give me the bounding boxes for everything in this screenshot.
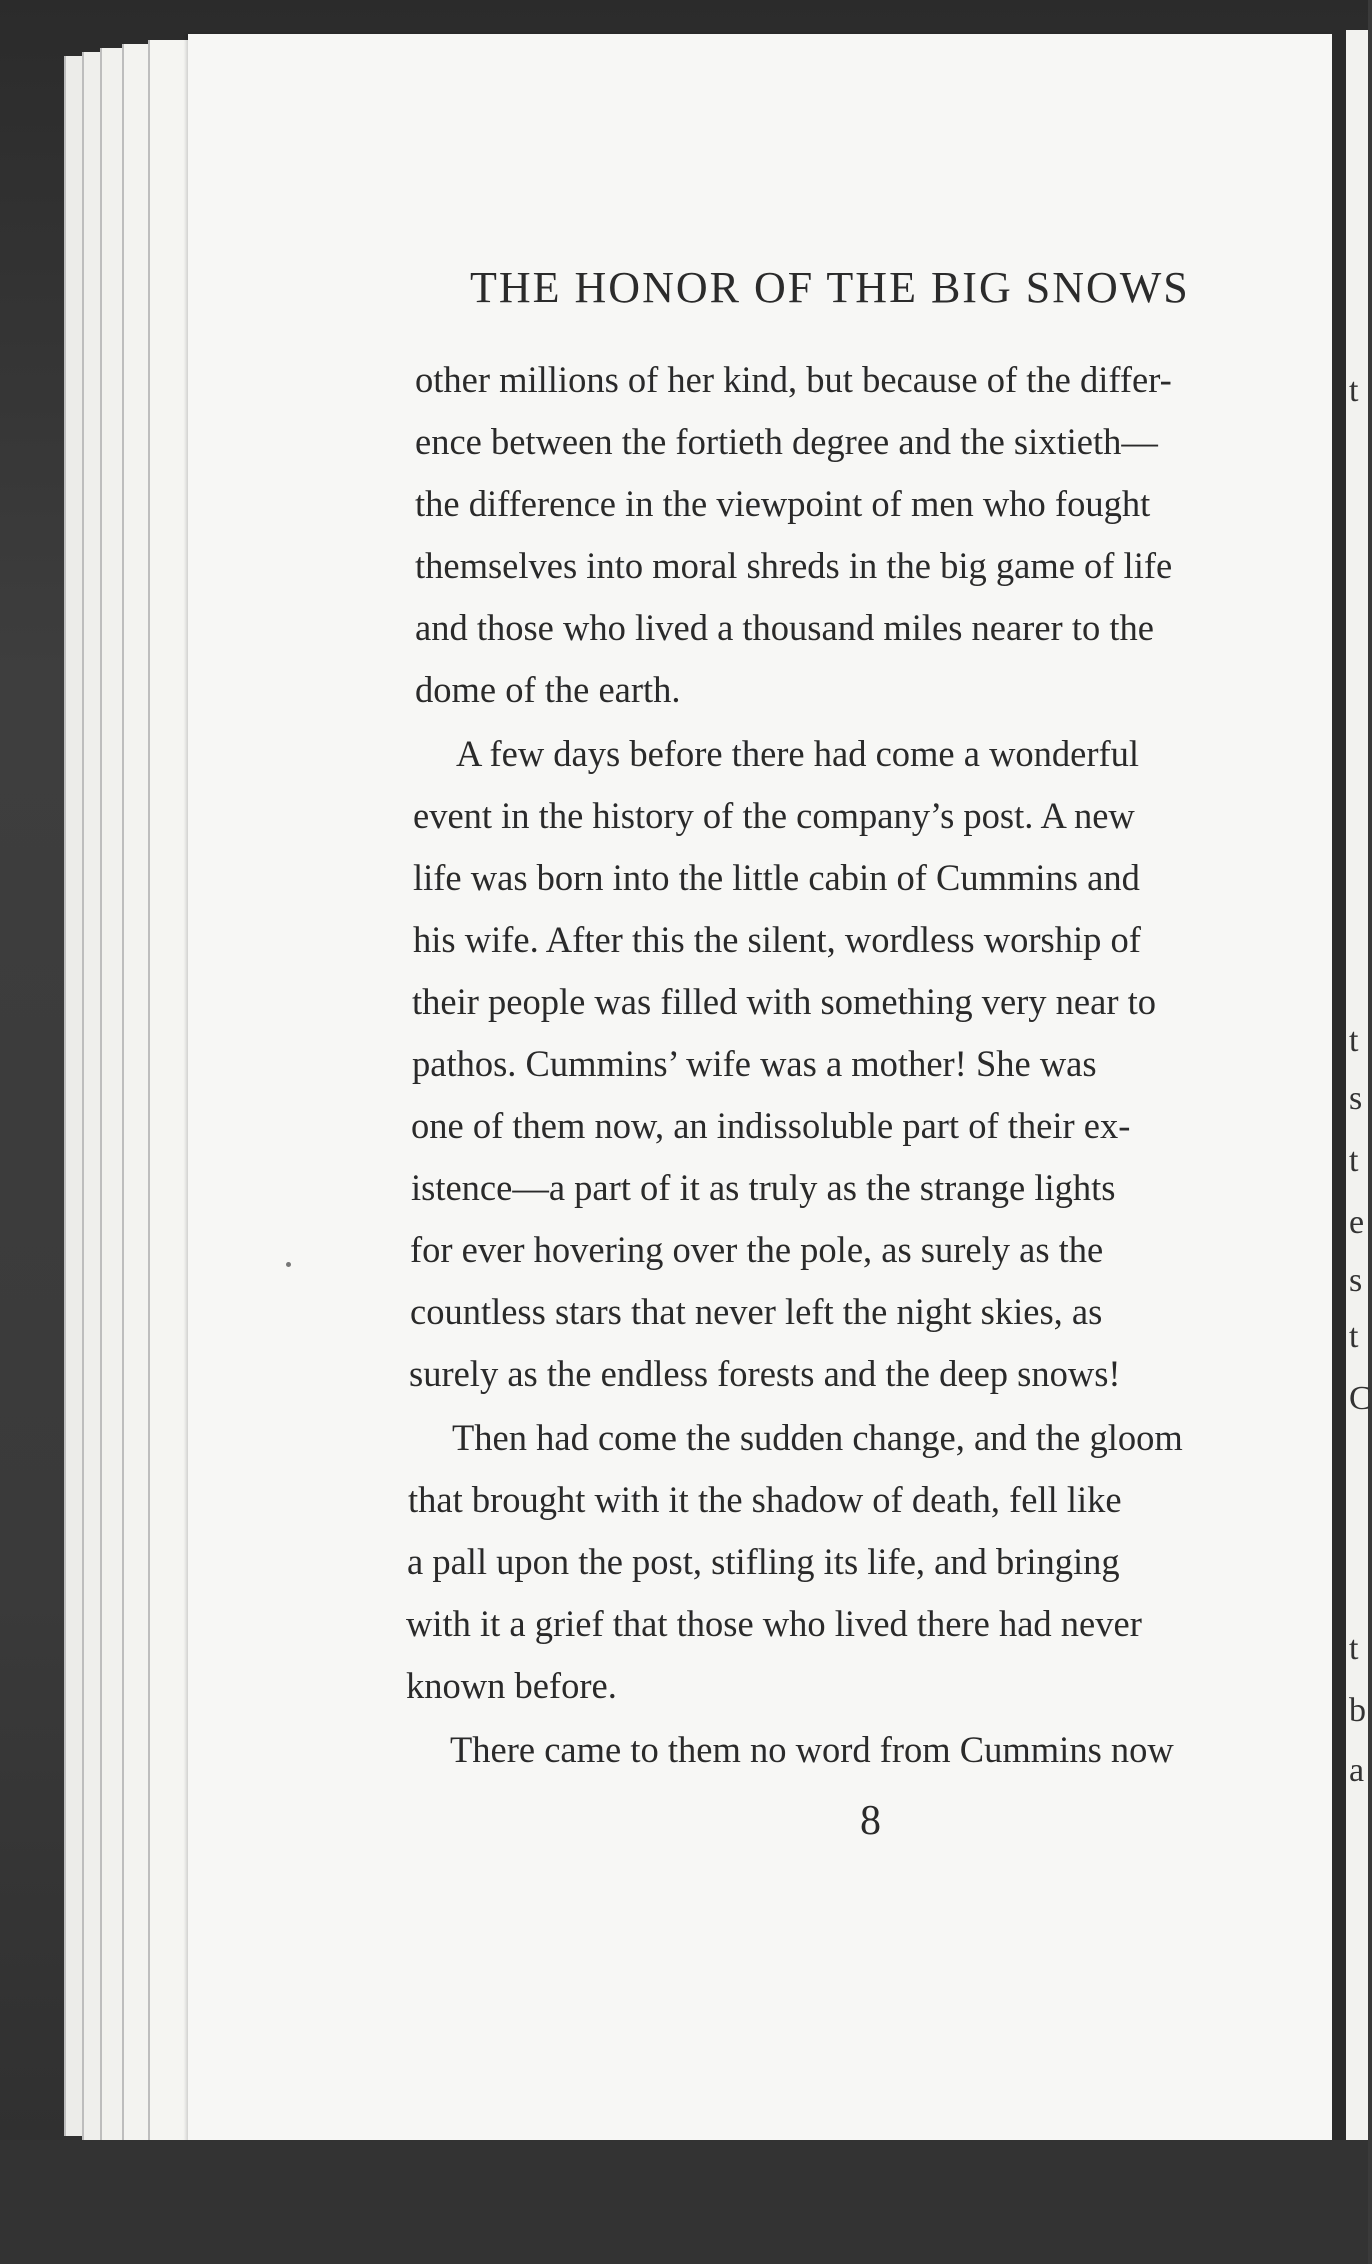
text-line: a pall upon the post, stifling its life, and bringing	[407, 1541, 1120, 1582]
text-line: his wife. After this the silent, wordless worship of	[413, 919, 1141, 960]
text-line: life was born into the little cabin of Cummins and	[413, 857, 1140, 898]
text-line: event in the history of the company’s post. A new	[413, 795, 1135, 836]
facing-page-letter: e	[1349, 1204, 1365, 1241]
scan-speck	[286, 1262, 291, 1267]
text-line: There came to them no word from Cummins now	[450, 1729, 1174, 1770]
text-line: other millions of her kind, but because of the differ-	[415, 359, 1172, 400]
text-line: istence—a part of it as truly as the strange lights	[411, 1167, 1116, 1208]
facing-page-letter: a	[1349, 1752, 1365, 1789]
text-line: themselves into moral shreds in the big game of life	[415, 545, 1173, 586]
book-page	[188, 34, 1336, 2146]
text-line: with it a grief that those who lived there had never	[406, 1603, 1142, 1644]
text-line: countless stars that never left the night skies, as	[410, 1291, 1103, 1332]
text-line: one of them now, an indissoluble part of their ex-	[411, 1105, 1131, 1146]
facing-page-letter: t	[1349, 1318, 1359, 1355]
facing-page-letter: s	[1349, 1262, 1363, 1299]
facing-page-letter: t	[1349, 1022, 1359, 1059]
text-line: Then had come the sudden change, and the gloom	[452, 1417, 1183, 1458]
facing-page-letter: t	[1349, 372, 1359, 409]
text-line: A few days before there had come a wonderful	[456, 733, 1140, 774]
facing-page-letter: C	[1349, 1380, 1372, 1417]
text-line: and those who lived a thousand miles nearer to the	[415, 607, 1154, 648]
facing-page-letter: b	[1349, 1692, 1366, 1729]
text-line: the difference in the viewpoint of men who fought	[415, 483, 1151, 524]
facing-page-letter: t	[1349, 1142, 1359, 1179]
text-line: ence between the fortieth degree and the sixtieth—	[415, 421, 1158, 462]
text-line: surely as the endless forests and the deep snows!	[409, 1353, 1121, 1394]
text-line: their people was filled with something very near to	[412, 981, 1156, 1022]
text-line: known before.	[406, 1665, 617, 1706]
text-line: dome of the earth.	[415, 669, 681, 710]
running-head: THE HONOR OF THE BIG SNOWS	[470, 263, 1190, 312]
book-gutter	[1332, 30, 1346, 2160]
facing-page-letter: s	[1349, 1080, 1363, 1117]
scan-background	[0, 2140, 1368, 2264]
text-line: that brought with it the shadow of death, fell like	[408, 1479, 1122, 1520]
text-line: for ever hovering over the pole, as surely as the	[410, 1229, 1104, 1270]
text-line: pathos. Cummins’ wife was a mother! She was	[412, 1043, 1097, 1084]
facing-page-letter: t	[1349, 1630, 1359, 1667]
page-number: 8	[860, 1798, 881, 1844]
